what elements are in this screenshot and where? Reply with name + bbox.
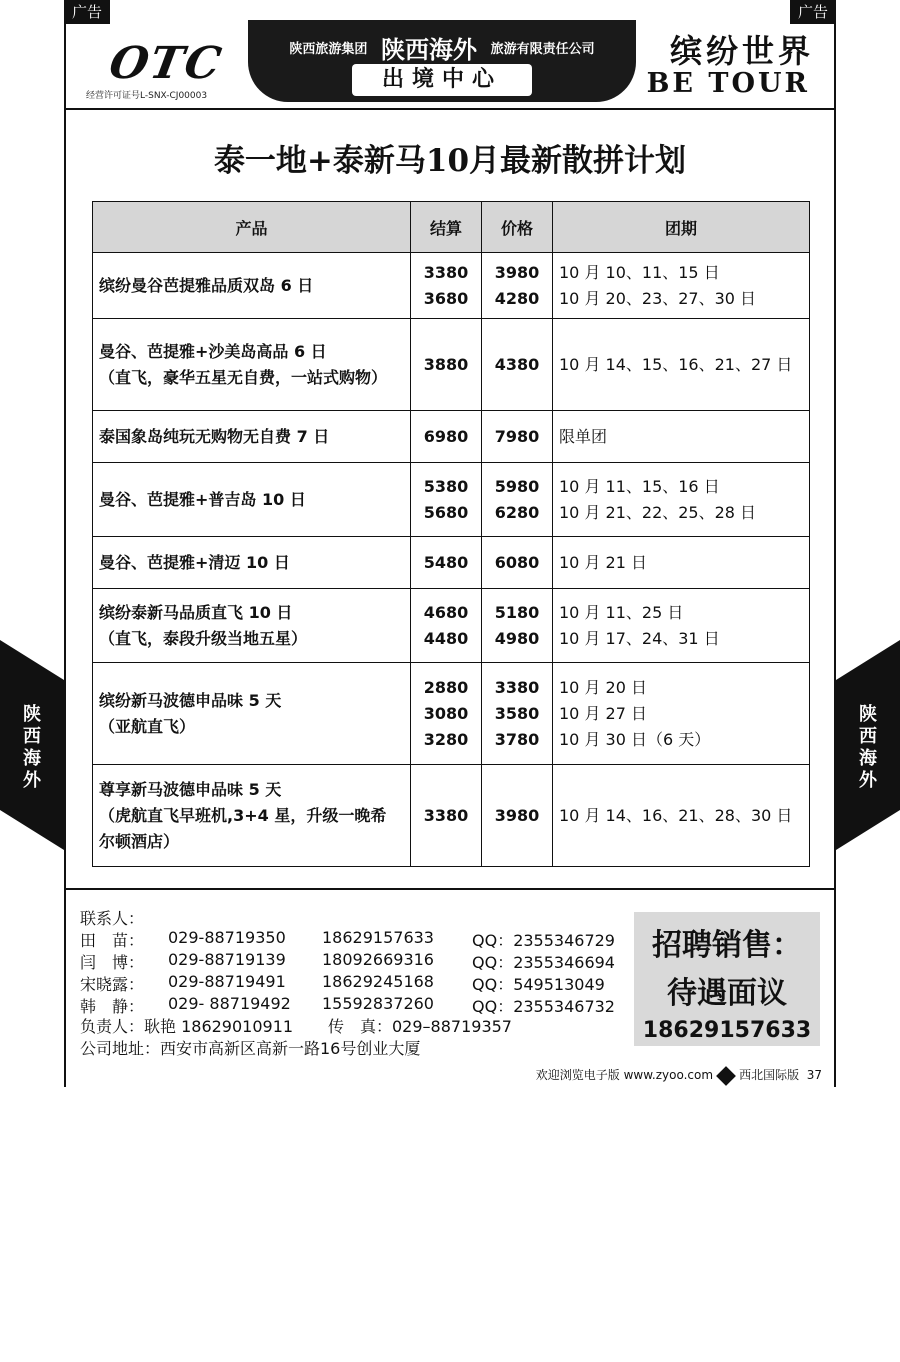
price-cell-line: 5180 [494, 602, 540, 622]
product-cell-line: 曼谷、芭提雅+沙美岛高品 6 日 [99, 341, 327, 361]
diamond-icon [716, 1066, 736, 1086]
side-char: 西 [23, 726, 41, 747]
product-cell-line: （直飞，豪华五星无自费，一站式购物） [99, 367, 388, 387]
recruit-box [634, 912, 820, 1046]
dates-cell-line: 10 月 17、24、31 日 [559, 628, 720, 648]
side-label-right [836, 640, 900, 850]
contact-qq: QQ：549513049 [472, 975, 605, 994]
contact-mobile: 15592837260 [322, 994, 434, 1013]
price-cell-line: 3980 [494, 262, 540, 282]
header-price: 价格 [482, 202, 553, 253]
header-settle: 结算 [411, 202, 482, 253]
product-cell-line: 缤纷新马波德申品味 5 天 [99, 690, 282, 710]
product-cell [93, 319, 411, 411]
settle-cell [411, 663, 482, 765]
price-cell [482, 253, 553, 319]
settle-cell-line: 3380 [423, 805, 469, 825]
settle-cell-line: 5480 [423, 552, 469, 572]
dates-cell-line: 10 月 21 日 [559, 552, 647, 572]
product-cell [93, 537, 411, 589]
table-row [93, 411, 810, 463]
settle-cell [411, 253, 482, 319]
header-dates: 团期 [553, 202, 810, 253]
contact-phone: 029- 88719492 [168, 994, 291, 1013]
banner-company: 旅游有限责任公司 [490, 42, 595, 57]
product-cell [93, 663, 411, 765]
product-cell-line: 尊享新马波德申品味 5 天 [99, 779, 282, 799]
side-char: 外 [859, 770, 877, 791]
contact-mobile: 18629245168 [322, 972, 434, 991]
settle-cell-line: 5380 [423, 476, 469, 496]
contact-name: 闫 博： [80, 953, 145, 972]
table-row [93, 537, 810, 589]
product-cell-line: 缤纷曼谷芭提雅品质双岛 6 日 [99, 275, 314, 295]
dates-cell [553, 463, 810, 537]
banner-group: 陕西旅游集团 [289, 42, 368, 57]
dates-cell-line: 10 月 11、15、16 日 [559, 476, 720, 496]
product-cell-line: 曼谷、芭提雅+普吉岛 10 日 [99, 489, 306, 509]
price-cell-line: 4980 [494, 628, 540, 648]
settle-cell [411, 765, 482, 867]
settle-cell-line: 3380 [423, 262, 469, 282]
contact-phone: 029-88719350 [168, 928, 286, 947]
table-header-row [93, 202, 810, 253]
settle-cell [411, 319, 482, 411]
banner-brand: 陕西海外 [381, 35, 477, 64]
license-number: 经营许可证号L-SNX-CJ00003 [86, 91, 208, 101]
manager: 负责人：耿艳 18629010911 [80, 1017, 294, 1036]
contact-phone: 029-88719139 [168, 950, 286, 969]
dates-cell-line: 10 月 21、22、25、28 日 [559, 502, 757, 522]
dates-cell-line: 限单团 [559, 426, 608, 446]
banner-center: 出境中心 [352, 64, 532, 96]
footer [536, 1066, 822, 1083]
side-char: 外 [23, 770, 41, 791]
settle-cell-line: 2880 [423, 677, 469, 697]
contact-name: 宋晓露： [80, 975, 145, 994]
side-char: 陕 [859, 704, 877, 725]
page-number: 37 [806, 1068, 822, 1082]
product-cell [93, 589, 411, 663]
product-cell [93, 411, 411, 463]
side-char: 陕 [23, 704, 41, 725]
price-cell [482, 319, 553, 411]
price-cell [482, 537, 553, 589]
side-label-left [0, 640, 64, 850]
recruit-terms: 待遇面议 [667, 976, 787, 1011]
page-title: 泰一地+泰新马10月最新散拼计划 [213, 143, 687, 179]
price-cell-line: 4380 [494, 354, 540, 374]
dates-cell-line: 10 月 14、15、16、21、27 日 [559, 354, 793, 374]
settle-cell-line: 4480 [423, 628, 469, 648]
table-row [93, 589, 810, 663]
product-cell-line: 曼谷、芭提雅+清迈 10 日 [99, 552, 290, 572]
price-cell [482, 589, 553, 663]
settle-cell-line: 6980 [423, 426, 469, 446]
header-product: 产品 [93, 202, 411, 253]
price-cell-line: 6280 [494, 502, 540, 522]
address: 公司地址：西安市高新区高新一路16号创业大厦 [80, 1039, 421, 1058]
price-cell-line: 6080 [494, 552, 540, 572]
settle-cell [411, 463, 482, 537]
settle-cell-line: 3680 [423, 288, 469, 308]
dates-cell-line: 10 月 14、16、21、28、30 日 [559, 805, 793, 825]
contact-phone: 029-88719491 [168, 972, 286, 991]
recruit-phone: 18629157633 [642, 1018, 812, 1043]
settle-cell-line: 4680 [423, 602, 469, 622]
side-char: 西 [859, 726, 877, 747]
dates-cell [553, 319, 810, 411]
table-row [93, 463, 810, 537]
price-cell [482, 765, 553, 867]
dates-cell [553, 765, 810, 867]
contact-name: 田 苗： [80, 931, 145, 950]
settle-cell-line: 3080 [423, 703, 469, 723]
table-row [93, 663, 810, 765]
be-tour-cn: 缤纷世界 [669, 32, 814, 70]
table-row [93, 253, 810, 319]
price-cell-line: 7980 [494, 426, 540, 446]
otc-logo: OTC [105, 38, 227, 89]
product-cell [93, 765, 411, 867]
footer-text: 欢迎浏览电子版 www.zyoo.com [535, 1068, 714, 1082]
price-cell-line: 5980 [494, 476, 540, 496]
contacts-label: 联系人： [80, 909, 145, 928]
contact-mobile: 18092669316 [322, 950, 434, 969]
dates-cell [553, 411, 810, 463]
fax: 传 真：029–88719357 [328, 1017, 512, 1036]
price-cell [482, 663, 553, 765]
side-char: 海 [23, 748, 41, 769]
settle-cell [411, 537, 482, 589]
price-cell-line: 3980 [494, 805, 540, 825]
header [66, 18, 834, 110]
dates-cell-line: 10 月 20、23、27、30 日 [559, 288, 757, 308]
shaanxi-overseas-banner [248, 20, 636, 102]
dates-cell [553, 663, 810, 765]
price-cell-line: 3580 [494, 703, 540, 723]
contact-qq: QQ：2355346729 [472, 931, 615, 950]
contact-name: 韩 静： [80, 997, 145, 1016]
dates-cell [553, 589, 810, 663]
contact-mobile: 18629157633 [322, 928, 434, 947]
dates-cell-line: 10 月 10、11、15 日 [559, 262, 720, 282]
settle-cell-line: 5680 [423, 502, 469, 522]
price-cell-line: 3780 [494, 729, 540, 749]
product-cell-line: 尔顿酒店） [99, 831, 180, 851]
recruit-title: 招聘销售： [652, 928, 802, 963]
side-char: 海 [859, 748, 877, 769]
dates-cell [553, 537, 810, 589]
contact-qq: QQ：2355346694 [472, 953, 615, 972]
dates-cell-line: 10 月 20 日 [559, 677, 647, 697]
tour-table [92, 201, 810, 867]
product-cell-line: （亚航直飞） [99, 716, 196, 736]
settle-cell-line: 3880 [423, 354, 469, 374]
table-row [93, 319, 810, 411]
product-cell [93, 463, 411, 537]
product-cell-line: （直飞，泰段升级当地五星） [99, 628, 308, 648]
dates-cell [553, 253, 810, 319]
price-cell-line: 3380 [494, 677, 540, 697]
ad-tag-left: 广告 [64, 0, 110, 24]
dates-cell-line: 10 月 27 日 [559, 703, 647, 723]
dates-cell-line: 10 月 30 日（6 天） [559, 729, 711, 749]
contact-qq: QQ：2355346732 [472, 997, 615, 1016]
settle-cell [411, 589, 482, 663]
price-cell [482, 463, 553, 537]
settle-cell-line: 3280 [423, 729, 469, 749]
ad-tag-right: 广告 [790, 0, 836, 24]
footer-edition: 西北国际版 [739, 1068, 800, 1082]
settle-cell [411, 411, 482, 463]
table-row [93, 765, 810, 867]
price-cell [482, 411, 553, 463]
price-cell-line: 4280 [494, 288, 540, 308]
product-cell-line: 缤纷泰新马品质直飞 10 日 [99, 602, 293, 622]
dates-cell-line: 10 月 11、25 日 [559, 602, 684, 622]
product-cell-line: 泰国象岛纯玩无购物无自费 7 日 [99, 426, 330, 446]
be-tour-en: BE TOUR [646, 68, 810, 99]
product-cell [93, 253, 411, 319]
product-cell-line: （虎航直飞早班机,3+4 星，升级一晚希 [99, 805, 387, 825]
